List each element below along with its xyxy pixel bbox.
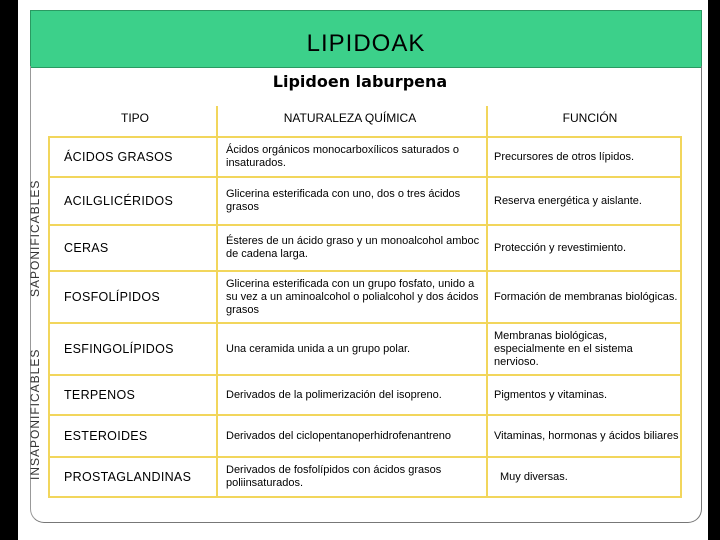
row-naturaleza: Una ceramida unida a un grupo polar. [226, 342, 411, 355]
row-naturaleza: Glicerina esterificada con uno, dos o tres ácidos grasos [226, 188, 461, 213]
row-funcion: Pigmentos y vitaminas. [494, 388, 608, 401]
grid-line [680, 136, 682, 498]
side-label-saponificables: SAPONIFICABLES [28, 179, 42, 297]
title-bar [30, 10, 702, 68]
row-naturaleza: Ácidos orgánicos monocarboxílicos saturados o insaturados. [226, 144, 459, 169]
grid-line [48, 136, 50, 498]
header-naturaleza: NATURALEZA QUÍMICA [283, 111, 417, 125]
row-naturaleza: Glicerina esterificada con un grupo fosfato, unido a su vez a un aminoalcohol o polialcohol y dos ácidos grasos [226, 277, 479, 316]
grid-line [216, 106, 218, 498]
row-funcion: Protección y revestimiento. [494, 241, 627, 254]
row-tipo: ACILGLICÉRIDOS [64, 193, 174, 208]
row-naturaleza: Derivados de la polimerización del isopreno. [226, 388, 442, 401]
row-funcion: Vitaminas, hormonas y ácidos biliares [494, 429, 679, 442]
row-tipo: FOSFOLÍPIDOS [64, 289, 160, 304]
row-naturaleza: Derivados del ciclopentanoperhidrofenantreno [226, 429, 452, 442]
row-funcion: Precursores de otros lípidos. [494, 150, 635, 163]
header-tipo: TIPO [120, 111, 149, 125]
row-naturaleza: Ésteres de un ácido graso y un monoalcohol amboc de cadena larga. [226, 235, 480, 260]
table-subtitle: Lipidoen laburpena [272, 72, 448, 91]
row-tipo: ÁCIDOS GRASOS [64, 149, 173, 164]
row-tipo: PROSTAGLANDINAS [64, 469, 192, 484]
row-funcion: Formación de membranas biológicas. [494, 290, 678, 303]
row-tipo: ESFINGOLÍPIDOS [64, 341, 174, 356]
header-funcion: FUNCIÓN [562, 111, 618, 125]
row-tipo: CERAS [64, 240, 109, 255]
grid-line [48, 496, 682, 498]
row-funcion: Reserva energética y aislante. [494, 194, 642, 207]
row-funcion: Membranas biológicas, especialmente en el sistema nervioso. [494, 329, 633, 368]
row-naturaleza: Derivados de fosfolípidos con ácidos grasos poliinsaturados. [226, 464, 442, 489]
row-funcion: Muy diversas. [500, 470, 568, 483]
side-label-insaponificables: INSAPONIFICABLES [28, 348, 42, 480]
row-tipo: ESTEROIDES [64, 428, 148, 443]
slide-title: LIPIDOAK [306, 30, 426, 57]
row-tipo: TERPENOS [64, 387, 136, 402]
grid-line [486, 106, 488, 498]
